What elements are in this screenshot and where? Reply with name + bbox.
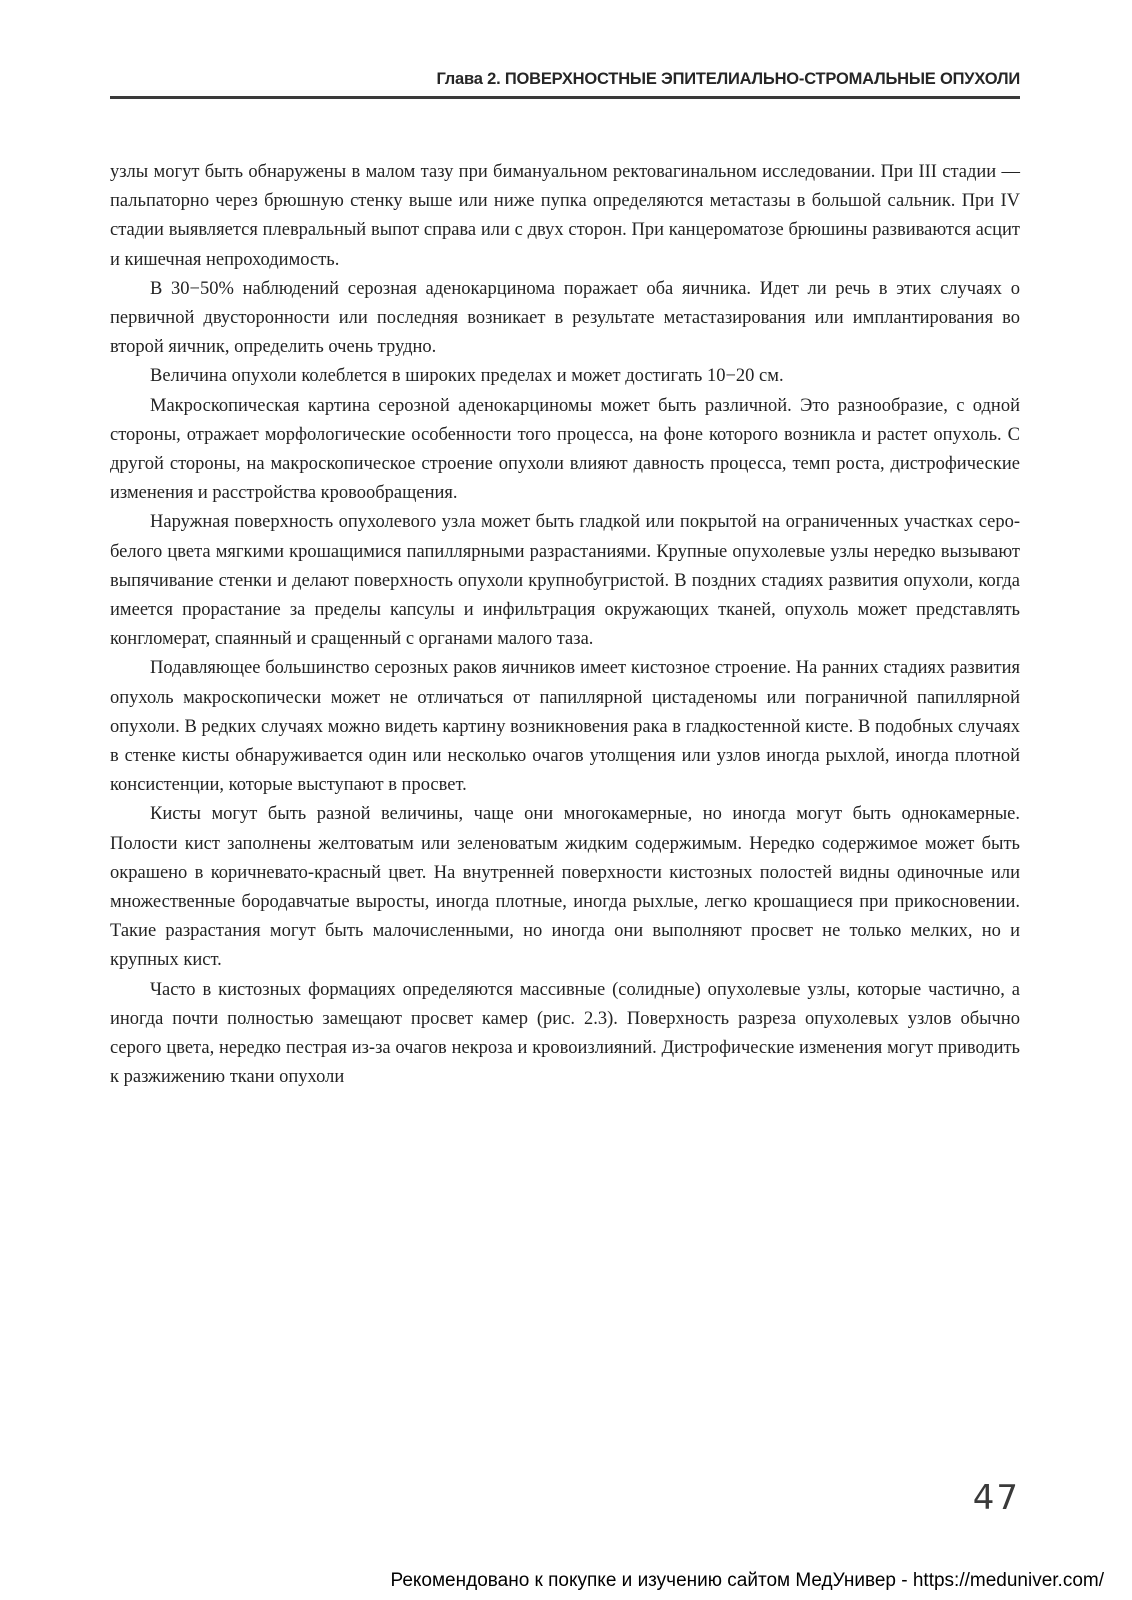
page-number: 47 [972,1478,1020,1518]
paragraph: Величина опухоли колеблется в широких пределах и может достигать 10−20 см. [150,366,784,387]
paragraph: Макроскопическая картина серозной аденокарциномы может быть различной. Это разнообразие, с одной стороны, отражает морфологические особенности того процесса, на фоне которого возникла и растет опухоль. С другой стороны, на макроскопическое строение опухоли влияют давность процесса, темп роста, дистрофические изменения и расстройства кровообращения. [110,395,1020,504]
body-text [110,158,1020,1093]
paragraph: В 30−50% наблюдений серозная аденокарцинома поражает оба яичника. Идет ли речь в этих случаях о первичной двусторонности или последняя возникает в результате метастазирования или имплантирования во второй яичник, определить очень трудно. [110,278,1020,358]
paragraph: Наружная поверхность опухолевого узла может быть гладкой или покрытой на ограниченных участках серо-белого цвета мягкими крошащимися папиллярными разрастаниями. Крупные опухолевые узлы нередко вызывают выпячивание стенки и делают поверхность опухоли крупнобугристой. В поздних стадиях развития опухоли, когда имеется прорастание за пределы капсулы и инфильтрация окружающих тканей, опухоль может представлять конгломерат, спаянный и сращенный с органами малого таза. [110,512,1020,650]
footer-note: Рекомендовано к покупке и изучению сайтом МедУнивер - https://meduniver.com/ [390,1570,1104,1591]
paragraph: узлы могут быть обнаружены в малом тазу при бимануальном ректовагинальном исследовании. При III стадии — пальпаторно через брюшную стенку выше или ниже пупка определяются метастазы в большой сальник. При IV стадии выявляется плевральный выпот справа или с двух сторон. При канцероматозе брюшины развиваются асцит и кишечная непроходимость. [110,162,1020,270]
paragraph: Подавляющее большинство серозных раков яичников имеет кистозное строение. На ранних стадиях развития опухоль макроскопически может не отличаться от папиллярной цистаденомы или пограничной папиллярной опухоли. В редких случаях можно видеть картину возникновения рака в гладкостенной кисте. В подобных случаях в стенке кисты обнаруживается один или несколько очагов утолщения или узлов иногда рыхлой, иногда плотной консистенции, которые выступают в просвет. [110,658,1020,796]
paragraph: Часто в кистозных формациях определяются массивные (солидные) опухолевые узлы, которые частично, а иногда почти полностью замещают просвет камер (рис. 2.3). Поверхность разреза опухолевых узлов обычно серого цвета, нередко пестрая из-за очагов некроза и кровоизлияний. Дистрофические изменения могут приводить к разжижению ткани опухоли [110,979,1020,1088]
running-head: Глава 2. ПОВЕРХНОСТНЫЕ ЭПИТЕЛИАЛЬНО-СТРОМАЛЬНЫЕ ОПУХОЛИ [436,70,1020,88]
header-rule [110,96,1020,99]
paragraph: Кисты могут быть разной величины, чаще они многокамерные, но иногда могут быть однокамерные. Полости кист заполнены желтоватым или зеленоватым жидким содержимым. Нередко содержимое может быть окрашено в коричневато-красный цвет. На внутренней поверхности кистозных полостей видны одиночные или множественные бородавчатые выросты, иногда плотные, иногда рыхлые, легко крошащиеся при прикосновении. Такие разрастания могут быть малочисленными, но иногда они выполняют просвет не только мелких, но и крупных кист. [110,804,1020,971]
